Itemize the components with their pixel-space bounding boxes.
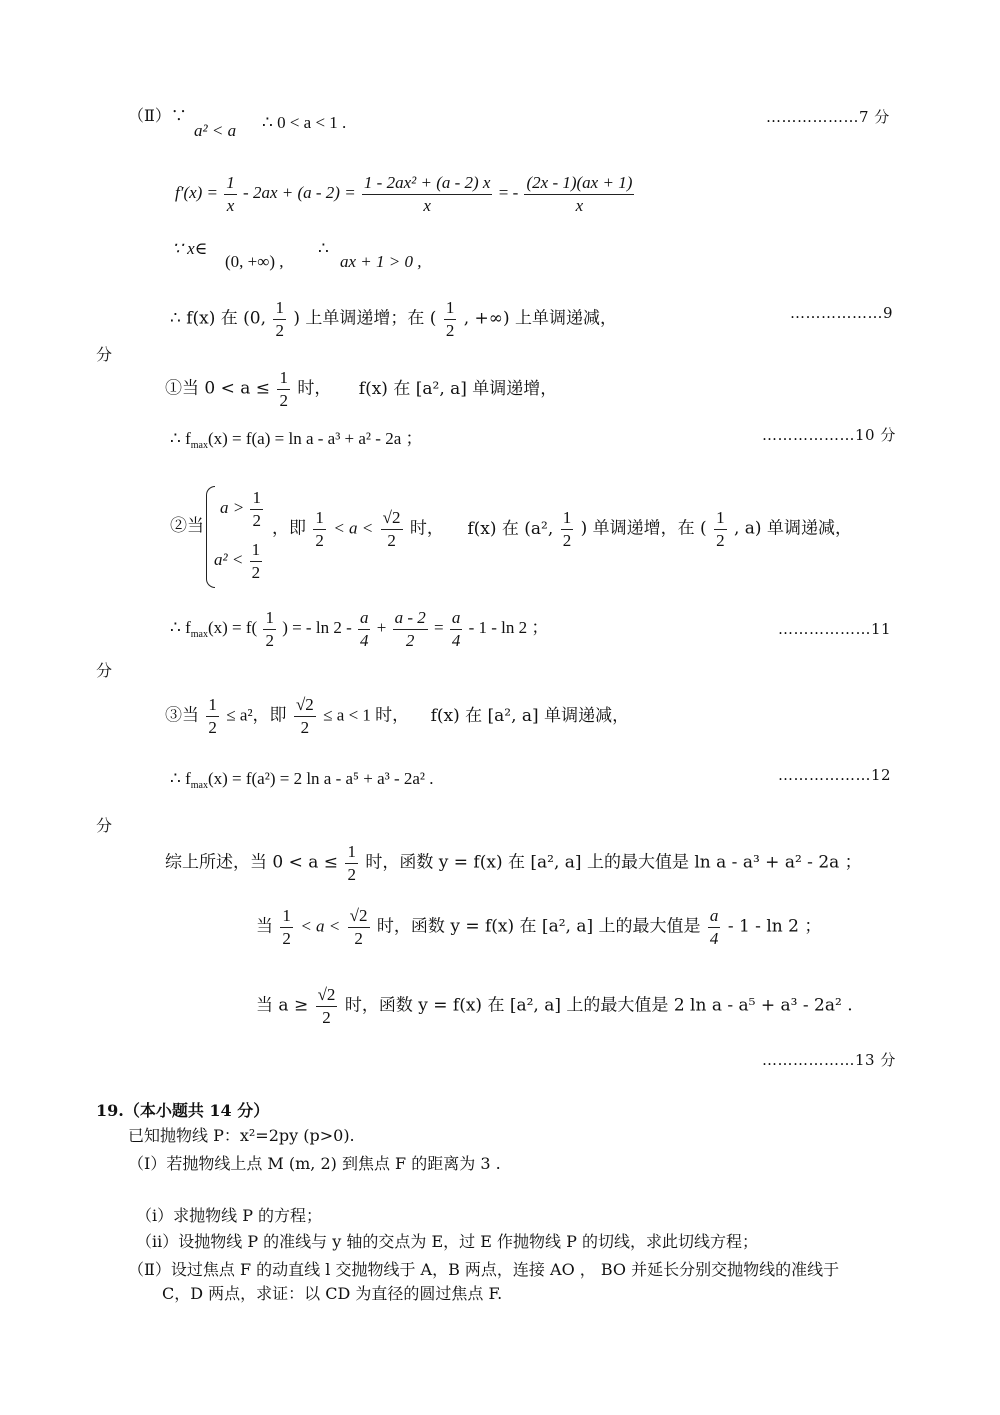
system-row-1: a > $\frac{1}{2}$ [220,488,261,530]
ax-plus-1-positive: ax + 1 > 0 , [340,252,422,271]
derivative-formula [175,173,636,215]
deriv-eq2: = - [498,182,519,202]
case3-fmax: ∴ $f_{max}(x) = f(a^2) = 2$ ln a - a⁵ + a³ - 2a² . [170,769,434,791]
case1-half: $\frac{1}{2}$ [279,368,288,410]
mono-half-2: $\frac{1}{2}$ [445,298,455,340]
fen-1: 分 [96,345,113,364]
monotonicity-line: ∴ f(x) 在 (0, $\frac{1}{2}$ ) 上单调递增；在 ( $\frac{1}{2}$ , +∞) 上单调递减， [170,298,617,340]
case2-label: ②当 [170,516,204,536]
fen-2: 分 [96,661,113,680]
deriv-frac1: $\frac{1}{x}$ [226,173,235,215]
case1-line: ①当 0 < a ≤ $\frac{1}{2}$ 时， f(x) 在 [a², a] 单调递增， [165,368,558,410]
q19-part1: （Ⅰ）若抛物线上点 M (m, 2) 到焦点 F 的距离为 3 . [128,1154,501,1173]
cond-0-a-1: ∴ 0 < a < 1 . [262,113,347,132]
q19-title: 19.（本小题共 14 分） [96,1101,270,1120]
cond-a2-lt-a: a² < a [194,121,237,140]
case2-condition: ，即 $\frac{1}{2}$ < a < $\frac{√2}{2}$ 时， f(x) 在 (a², $\frac{1}{2}$ ) 单调递增，在 ( $\frac{1}{2}$ , a) 单调递减， [272,508,852,550]
score-11: ………………11 [778,620,892,638]
score-12: ………………12 [778,766,892,784]
domain-interval: (0, +∞) , [225,252,284,271]
fen-3: 分 [96,816,113,835]
q19-part1-ii: （ⅱ）设抛物线 P 的准线与 y 轴的交点为 E，过 E 作抛物线 P 的切线，求此切线方程； [136,1232,758,1251]
deriv-frac3: $\frac{(2x - 1)(ax + 1)}{x}$ [526,173,633,215]
mono-half: $\frac{1}{2}$ [275,298,284,340]
domain-x: ∵ x∈ [172,239,208,258]
q19-part1-i: （ⅰ）求抛物线 P 的方程； [136,1206,323,1225]
q19-stem: 已知抛物线 P：x²=2py (p>0). [128,1126,355,1145]
case3-line: ③当 $\frac{1}{2}$ ≤ a²，即 $\frac{√2}{2}$ ≤ a < 1 时， f(x) 在 [a², a] 单调递减， [165,695,630,737]
score-7: ………………7 分 [766,108,890,126]
deriv-frac2: $\frac{\text{1 - 2ax² + (a - 2) x}}{x}$ [363,173,491,215]
score-10: ………………10 分 [762,426,896,444]
summary-line-3: 当 a ≥ $\frac{√2}{2}$ 时，函数 y = f(x) 在 [a², a] 上的最大值是 2 ln a - a⁵ + a³ - 2a² . [256,985,853,1027]
summary-line-1: 综上所述，当 0 < a ≤ $\frac{1}{2}$ 时，函数 y = f(x) 在 [a², a] 上的最大值是 ln a - a³ + a² - 2a ； [165,842,862,884]
case2-fmax: ∴ $f_{max}(x) = f$( $\frac{1}{2}$ ) = - ln 2 - $\frac{a}{4}$ + $\frac{a - 2}{2}$ = $\frac{a}{4}$ - 1 - ln 2 ； [170,608,549,650]
score-13: ………………13 分 [762,1051,896,1069]
score-9: ………………9 [790,304,894,322]
q19-part2-line1: （Ⅱ）设过焦点 F 的动直线 l 交抛物线于 A，B 两点，连接 AO ， BO 并延长分别交抛物线的准线于 [128,1260,840,1279]
part2-header: （Ⅱ）∵ [128,106,187,125]
case1-fmax: ∴ $f_{max}(x) = f(a) = \ln a - a^3 + a^2 - 2a$ ； [170,429,423,451]
summary-line-2: 当 $\frac{1}{2}$ < a < $\frac{√2}{2}$ 时，函数 y = f(x) 在 [a², a] 上的最大值是 $\frac{a}{4}$ - 1 - ln 2 ； [256,906,822,948]
deriv-mid: - 2ax + (a - 2) = [243,182,356,202]
therefore-2: ∴ [318,239,329,258]
deriv-lhs: f′(x) = [175,182,219,202]
system-row-2: a² < $\frac{1}{2}$ [214,540,261,582]
q19-part2-line2: C，D 两点，求证：以 CD 为直径的圆过焦点 F. [162,1284,503,1303]
